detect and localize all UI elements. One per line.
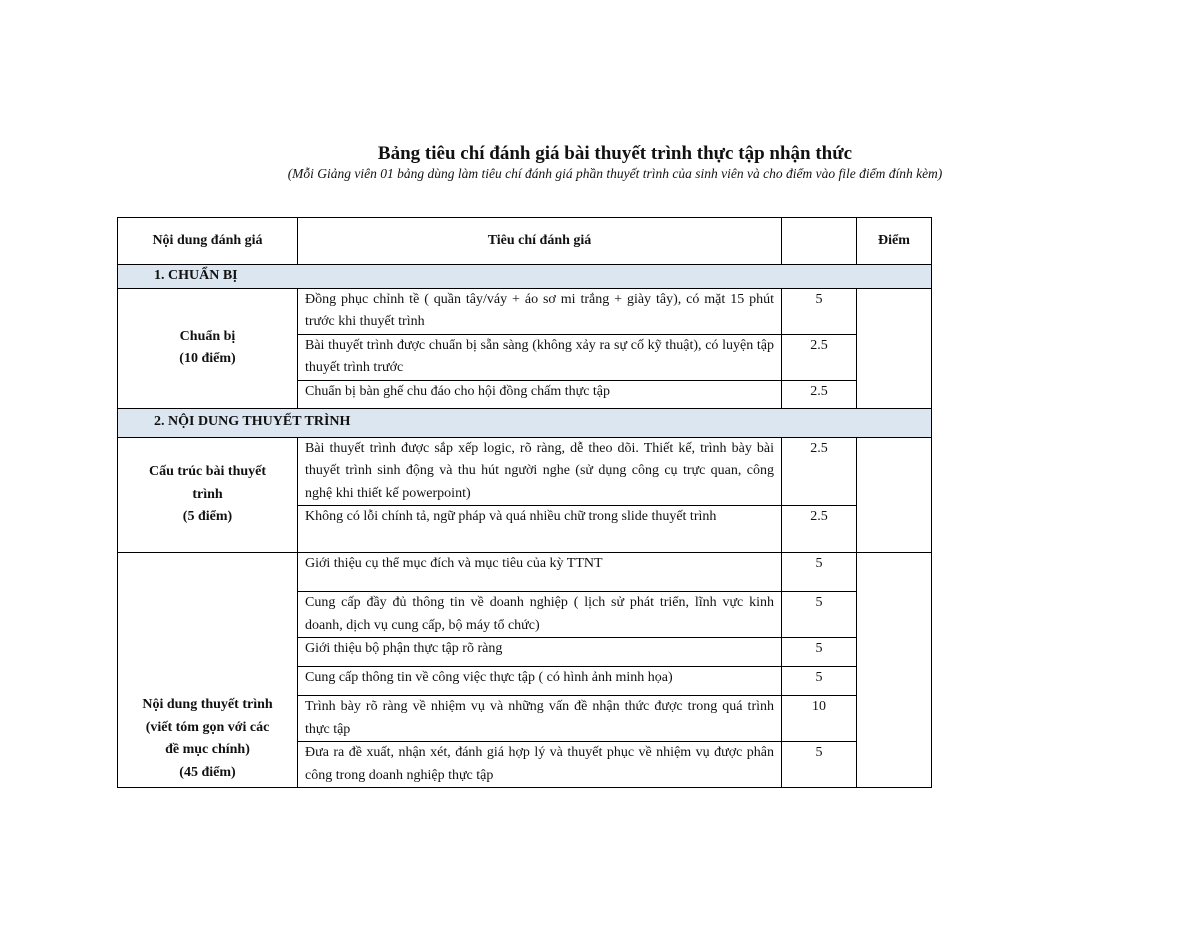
section-title: 2. NỘI DUNG THUYẾT TRÌNH (118, 408, 932, 437)
criterion-text: Cung cấp đầy đủ thông tin về doanh nghiệp ( lịch sử phát triển, lĩnh vực kinh doanh, dịch vụ cung cấp, bộ máy tổ chức) (298, 592, 782, 638)
criterion-text: Trình bày rõ ràng về nhiệm vụ và những vấn đề nhận thức được trong quá trình thực tập (298, 696, 782, 742)
header-points (782, 218, 857, 265)
header-criteria: Tiêu chí đánh giá (298, 218, 782, 265)
header-content: Nội dung đánh giá (118, 218, 298, 265)
group-name-line: Cấu trúc bài thuyết (148, 464, 267, 479)
criterion-text: Đồng phục chỉnh tề ( quần tây/váy + áo sơ mi trắng + giày tây), có mặt 15 phút trước khi thuyết trình (298, 288, 782, 334)
criterion-points: 2.5 (782, 334, 857, 380)
criterion-text: Cung cấp thông tin về công việc thực tập ( có hình ảnh minh họa) (298, 667, 782, 696)
group-name-line: (viết tóm gọn với các (145, 719, 270, 735)
criteria-row (118, 437, 932, 506)
criterion-points: 5 (782, 592, 857, 638)
criterion-points: 5 (782, 638, 857, 667)
document-subtitle: (Mỗi Giảng viên 01 bảng dùng làm tiêu chí đánh giá phần thuyết trình của sinh viên và cho điểm vào file điểm đính kèm) (287, 166, 943, 181)
criterion-points: 5 (782, 667, 857, 696)
section-row (118, 408, 932, 437)
header-score: Điểm (857, 218, 932, 265)
criterion-text: Giới thiệu cụ thể mục đích và mục tiêu của kỳ TTNT (298, 553, 782, 592)
criterion-points: 2.5 (782, 506, 857, 553)
criterion-text: Bài thuyết trình được chuẩn bị sẵn sàng (không xảy ra sự cố kỹ thuật), có luyện tập thuyết trình trước (298, 334, 782, 380)
header-row (118, 218, 932, 265)
criterion-points: 5 (782, 742, 857, 788)
criterion-points: 2.5 (782, 380, 857, 408)
score-cell[interactable] (857, 553, 932, 788)
criteria-row (118, 288, 932, 334)
rubric-table (117, 217, 932, 788)
criterion-text: Bài thuyết trình được sắp xếp logic, rõ ràng, dễ theo dõi. Thiết kế, trình bày bài thuyết trình sinh động và thu hút người nghe (sử dụng công cụ trực quan, công nghệ khi thiết kế powerpoint) (298, 437, 782, 506)
group-name-line: Chuẩn bị (179, 328, 236, 344)
group-name-line: (5 điểm) (182, 509, 233, 524)
group-name-line: (10 điểm) (179, 351, 236, 366)
criterion-points: 2.5 (782, 437, 857, 506)
group-name-line: (45 điểm) (179, 764, 236, 780)
criterion-text: Không có lỗi chính tả, ngữ pháp và quá nhiều chữ trong slide thuyết trình (298, 506, 782, 553)
group-name-line: đề mục chính) (165, 742, 250, 757)
score-cell[interactable] (857, 288, 932, 408)
score-cell[interactable] (857, 437, 932, 553)
criterion-points: 5 (782, 553, 857, 592)
group-name (118, 437, 298, 553)
group-name-line: Nội dung thuyết trình (142, 697, 273, 712)
group-name (118, 553, 298, 788)
criterion-points: 5 (782, 288, 857, 334)
group-name-line: trình (192, 486, 223, 502)
criterion-points: 10 (782, 696, 857, 742)
criterion-text: Giới thiệu bộ phận thực tập rõ ràng (298, 638, 782, 667)
criterion-text: Đưa ra đề xuất, nhận xét, đánh giá hợp lý và thuyết phục về nhiệm vụ được phân công trong doanh nghiệp thực tập (298, 742, 782, 788)
section-row (118, 265, 932, 289)
criteria-row (118, 553, 932, 592)
section-title: 1. CHUẨN BỊ (118, 265, 932, 289)
document-title: Bảng tiêu chí đánh giá bài thuyết trình thực tập nhận thức (377, 143, 853, 164)
criterion-text: Chuẩn bị bàn ghế chu đáo cho hội đồng chấm thực tập (298, 380, 782, 408)
group-name (118, 288, 298, 408)
